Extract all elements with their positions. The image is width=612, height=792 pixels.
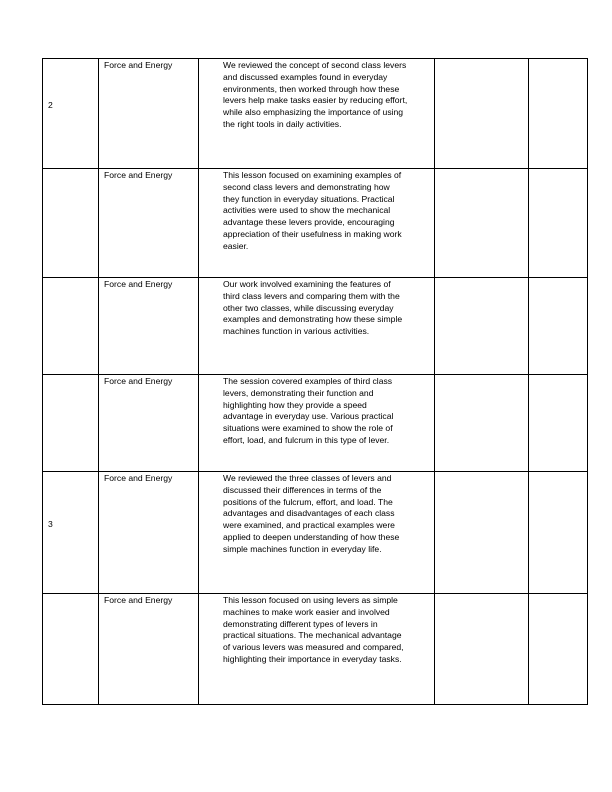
- table-row: [43, 594, 588, 705]
- empty-cell: [435, 169, 529, 278]
- empty-cell: [529, 472, 588, 594]
- empty-cell: [435, 594, 529, 705]
- week-cell: [43, 278, 99, 375]
- description-cell: We reviewed the concept of second class levers and discussed examples found in everyday environments, then worked through how these levers help make tasks easier by reducing effort, while also emphasizing the importance of using the right tools in daily activities.: [199, 59, 435, 169]
- table-row: [43, 375, 588, 472]
- table-row: [43, 59, 588, 169]
- empty-cell: [529, 169, 588, 278]
- empty-cell: [529, 278, 588, 375]
- empty-cell: [529, 375, 588, 472]
- empty-cell: [529, 59, 588, 169]
- lesson-log-table: [42, 58, 588, 705]
- topic-cell: Force and Energy: [99, 472, 199, 594]
- table-row: [43, 169, 588, 278]
- description-cell: The session covered examples of third class levers, demonstrating their function and highlighting how they provide a speed advantage in everyday use. Various practical situations were examined to show the role of effort, load, and fulcrum in this type of lever.: [199, 375, 435, 472]
- week-cell: [43, 375, 99, 472]
- topic-cell: Force and Energy: [99, 278, 199, 375]
- empty-cell: [435, 375, 529, 472]
- week-cell: 3: [43, 472, 99, 594]
- topic-cell: Force and Energy: [99, 375, 199, 472]
- week-cell: [43, 594, 99, 705]
- topic-cell: Force and Energy: [99, 594, 199, 705]
- week-cell: [43, 169, 99, 278]
- empty-cell: [435, 59, 529, 169]
- description-cell: We reviewed the three classes of levers and discussed their differences in terms of the positions of the fulcrum, effort, and load. The advantages and disadvantages of each class were examined, and practical examples were applied to deepen understanding of how these simple machines function in everyday life.: [199, 472, 435, 594]
- description-cell: This lesson focused on examining examples of second class levers and demonstrating how they function in everyday situations. Practical activities were used to show the mechanical advantage these levers provide, encouraging appreciation of their usefulness in making work easier.: [199, 169, 435, 278]
- week-cell: 2: [43, 59, 99, 169]
- empty-cell: [435, 472, 529, 594]
- empty-cell: [529, 594, 588, 705]
- empty-cell: [435, 278, 529, 375]
- topic-cell: Force and Energy: [99, 59, 199, 169]
- description-cell: Our work involved examining the features of third class levers and comparing them with the other two classes, while discussing everyday examples and demonstrating how these simple machines function in various activities.: [199, 278, 435, 375]
- table-row: [43, 278, 588, 375]
- description-cell: This lesson focused on using levers as simple machines to make work easier and involved demonstrating different types of levers in practical situations. The mechanical advantage of various levers was measured and compared, highlighting their importance in everyday tasks.: [199, 594, 435, 705]
- table-row: [43, 472, 588, 594]
- topic-cell: Force and Energy: [99, 169, 199, 278]
